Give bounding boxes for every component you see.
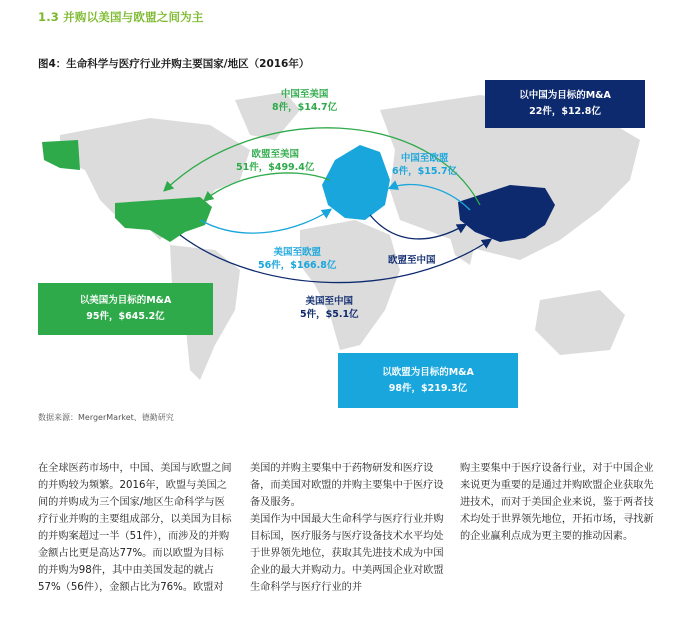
flow-label-cn-to-us <box>272 88 337 114</box>
flow-cn-to-eu-title: 中国至欧盟 <box>400 153 449 164</box>
australia-land <box>535 290 625 355</box>
flow-eu-to-us-value: 51件，$499.4亿 <box>236 162 315 173</box>
body-column-1-text: 在全球医药市场中，中国、美国与欧盟之间的并购较为频繁。2016年，欧盟与美国之间的并购成为三个国家/地区生命科学与医疗行业并购的主要组成部分，以美国为目标的并购案超过一半（51件），而涉及的并购金额占比更是高达77%。而以欧盟为目标的并购为98件，其中由美国发起的就占57%（56件），金额占比为76%。欧盟对 <box>38 463 232 593</box>
flow-label-us-to-cn <box>300 295 359 321</box>
flow-us-to-cn-title: 美国至中国 <box>305 296 354 307</box>
flow-us-to-eu-title: 美国至欧盟 <box>273 247 321 258</box>
eu-highlight <box>322 145 390 220</box>
flow-label-us-to-eu <box>258 246 336 272</box>
eu-target-title: 以欧盟为目标的M&A <box>382 366 474 378</box>
usa-highlight <box>115 197 212 242</box>
body-column-3 <box>460 460 658 562</box>
section-title: 1.3 并购以美国与欧盟之间为主 <box>38 10 204 24</box>
china-target-title: 以中国为目标的M&A <box>519 90 611 101</box>
body-column-1 <box>38 460 233 613</box>
flow-cn-to-eu-value: 6件，$15.7亿 <box>392 166 458 177</box>
flow-eu-to-cn-title: 欧盟至中国 <box>388 255 436 266</box>
alaska-highlight <box>42 140 80 170</box>
body-column-2-text: 美国的并购主要集中于药物研发和医疗设备，而美国对欧盟的并购主要集中于医疗设备及服务。 美国作为中国最大生命科学与医疗行业并购目标国，医疗服务与医疗设备技术水平均处于世界领先地位，获取其先进技术成为中国企业的最大并购动力。中美两国企业对欧盟生命科学与医疗行业的并 <box>250 463 444 593</box>
eu-target-value: 98件，$219.3亿 <box>388 382 468 394</box>
flow-label-cn-to-eu <box>392 152 457 178</box>
flow-label-eu-to-cn <box>388 254 436 267</box>
figure-title: 图4：生命科学与医疗行业并购主要国家/地区（2016年） <box>38 58 310 70</box>
flow-cn-to-us-value: 8件，$14.7亿 <box>272 102 338 113</box>
world-map-figure <box>0 70 698 400</box>
us-target-value: 95件，$645.2亿 <box>86 311 165 322</box>
landmass-group <box>60 92 640 380</box>
flow-eu-to-us-title: 欧盟至美国 <box>251 149 299 160</box>
flow-label-eu-to-us <box>236 148 314 174</box>
china-target-value: 22件，$12.8亿 <box>529 106 601 117</box>
body-column-2 <box>250 460 445 613</box>
africa-land <box>300 220 400 350</box>
flow-cn-to-us-title: 中国至美国 <box>280 89 329 100</box>
body-column-3-text: 购主要集中于医疗设备行业，对于中国企业来说更为重要的是通过并购欧盟企业获取先进技术，而对于美国企业来说，鉴于两者技术均处于世界领先地位，开拓市场，寻找新的企业赢利点成为更主要的推动因素。 <box>460 463 654 542</box>
data-source-note: 数据来源：MergerMarket、德勤研究 <box>38 413 174 422</box>
us-target-box <box>38 283 213 335</box>
eu-target-box <box>338 353 518 408</box>
flow-us-to-cn-value: 5件，$5.1亿 <box>300 309 359 320</box>
flow-us-to-eu-value: 56件，$166.8亿 <box>258 260 337 271</box>
us-target-title: 以美国为目标的M&A <box>79 295 172 306</box>
china-target-box <box>485 80 645 128</box>
